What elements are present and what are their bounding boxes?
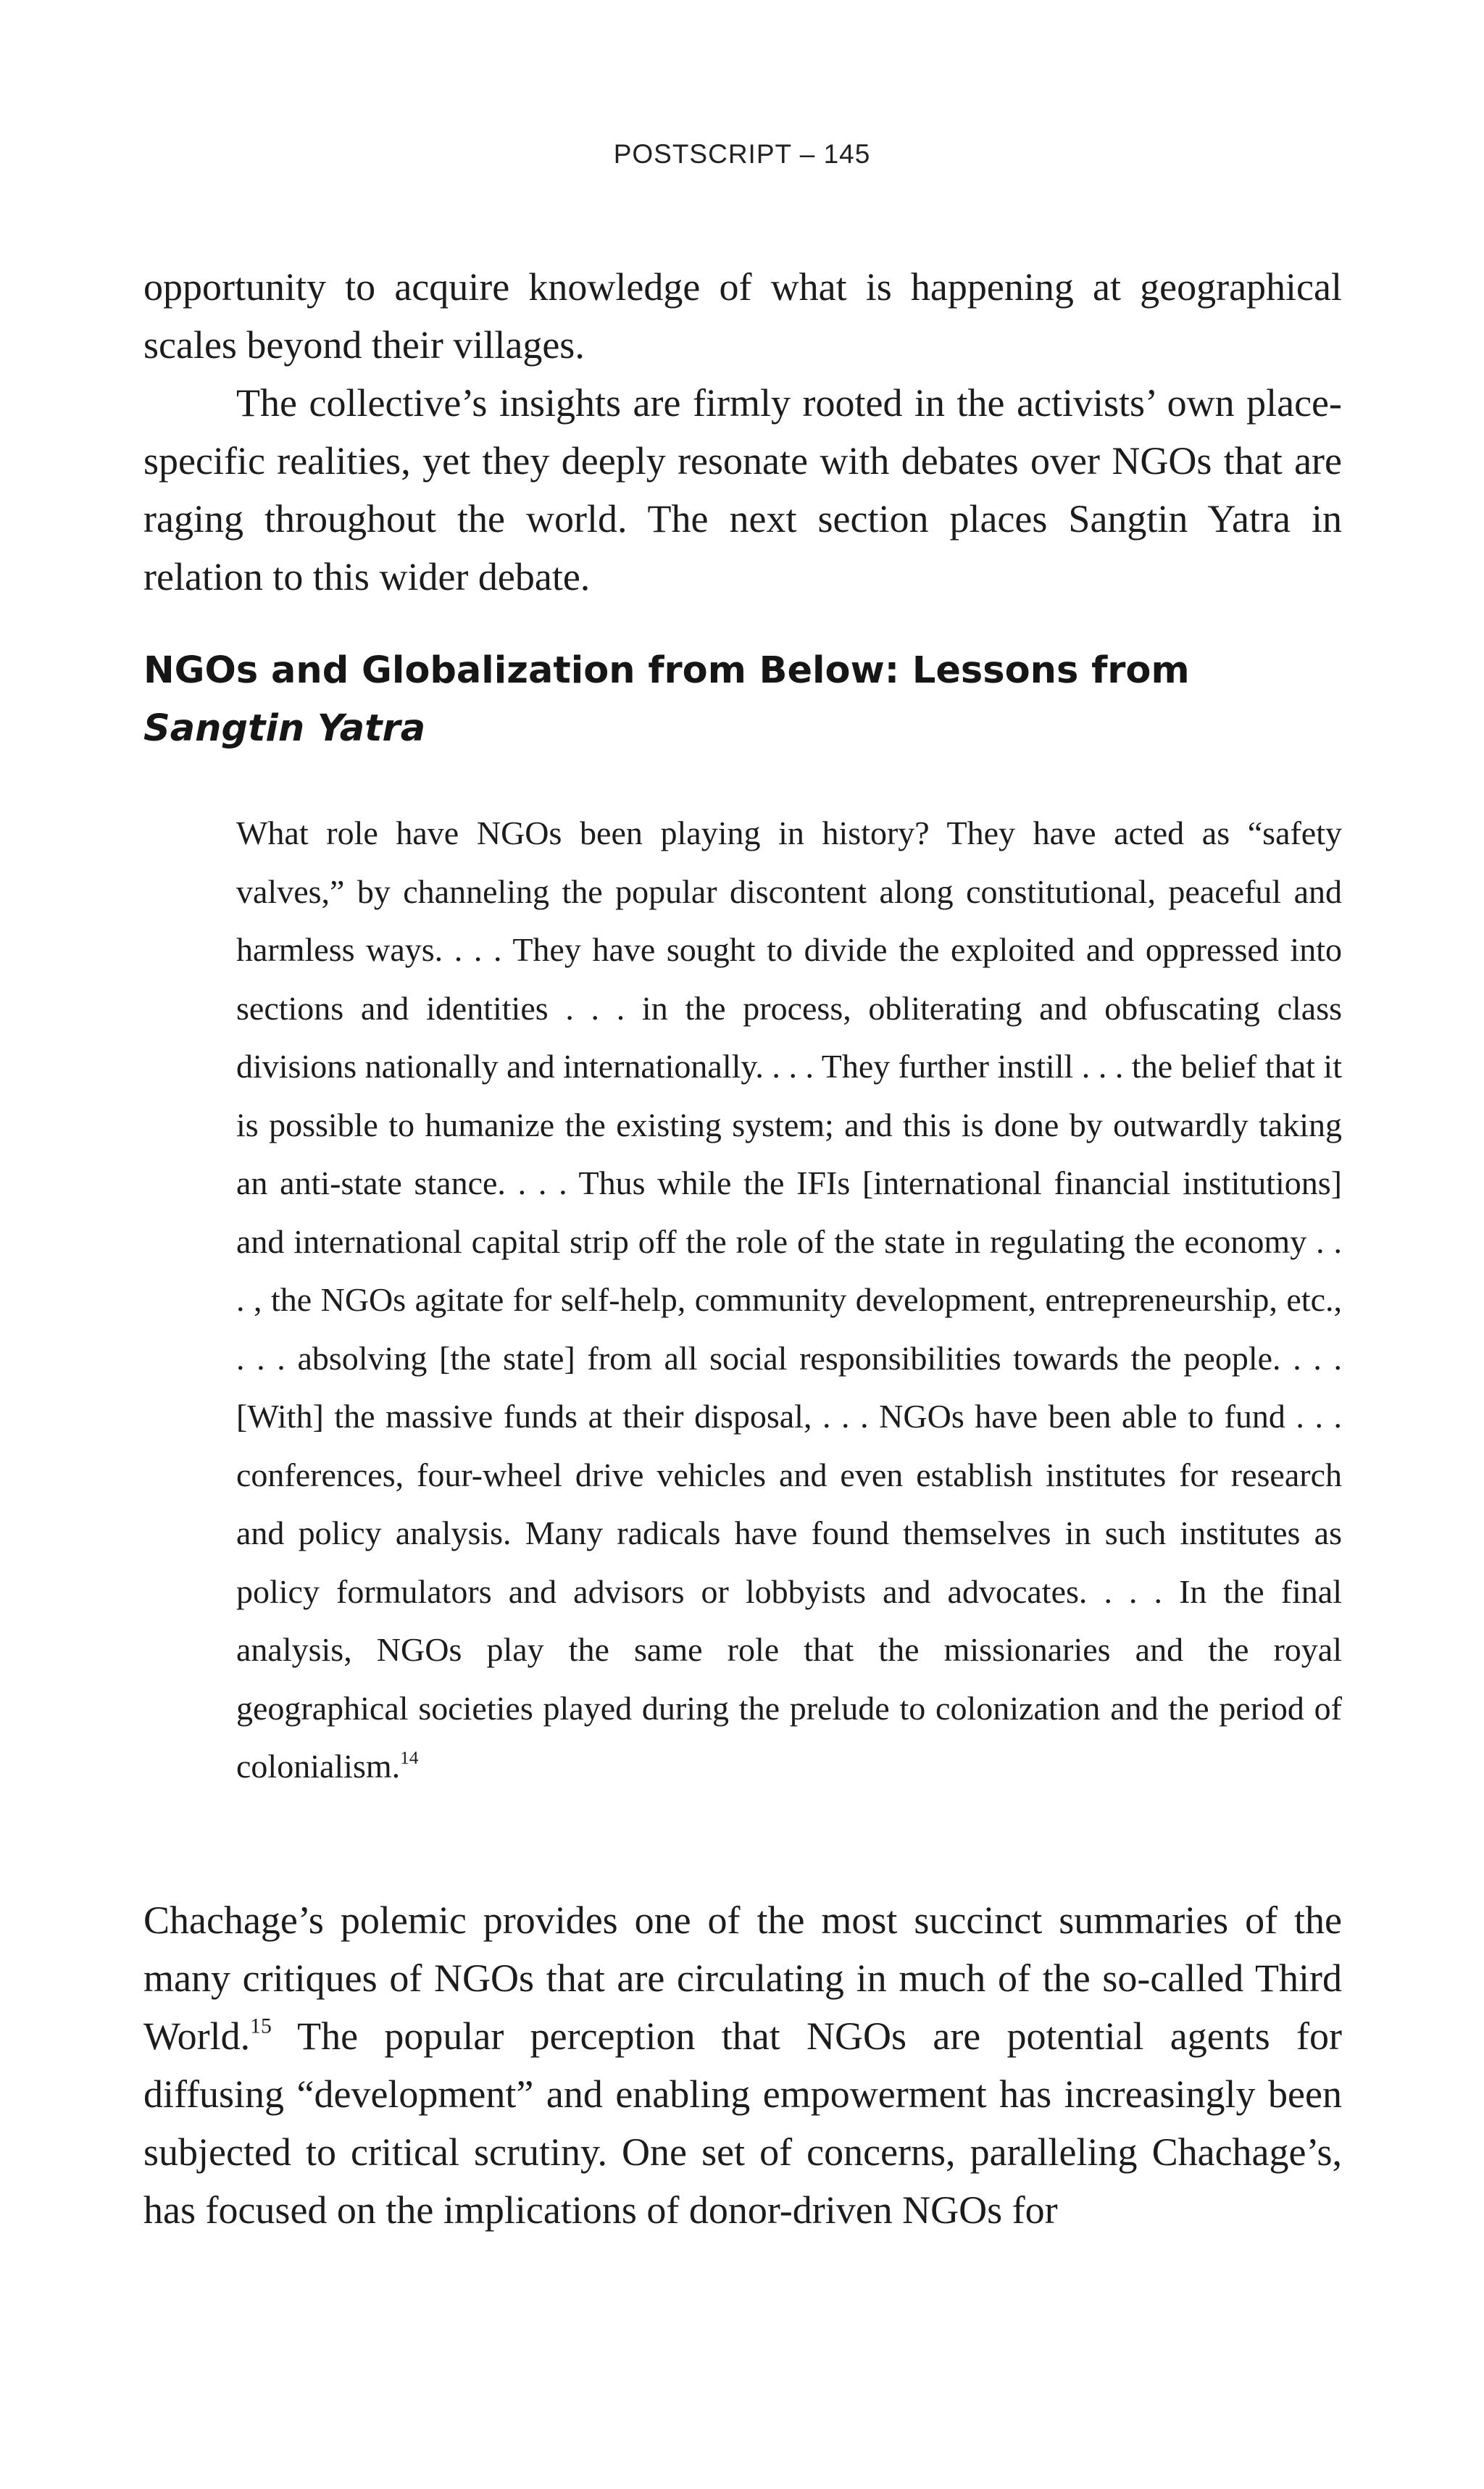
footnote-ref-15[interactable]: 15 [250, 2014, 272, 2038]
paragraph-chachage-polemic [143, 1891, 1342, 2239]
section-heading-book-title: Sangtin Yatra [143, 707, 426, 750]
section-heading [143, 642, 1342, 758]
running-head: POSTSCRIPT – 145 [613, 139, 871, 169]
footnote-ref-14[interactable]: 14 [400, 1748, 419, 1769]
paragraph-continued: opportunity to acquire knowledge of what is happening at geographical scales beyond their villages. [143, 265, 1342, 367]
section-heading-line-1: NGOs and Globalization from Below: Lessons from [143, 649, 1190, 692]
block-quote-text: What role have NGOs been playing in history? They have acted as “safety valves,” by channeling the popular discontent along constitutional, peaceful and harmless ways. . . . They have sought to divide the exploited and oppressed into sections and identities . . . in the process, obliterating and obfuscating class divisions nationally and internationally. . . . They further instill . . . the belief that it is possible to humanize the existing system; and this is done by outwardly taking an anti-state stance. . . . Thus while the IFIs [international financial institutions] and international capital strip off the role of the state in regulating the economy . . . , the NGOs agitate for self-help, community development, entrepreneurship, etc., . . . absolving [the state] from all social responsibilities towards the people. . . . [With] the massive funds at their disposal, . . . NGOs have been able to fund . . . conferences, four-wheel drive vehicles and even establish institutes for research and policy analysis. Many radicals have found themselves in such institutes as policy formulators and advisors or lobbyists and advocates. . . . In the final analysis, NGOs play the same role that the missionaries and the royal geographical societies played during the prelude to colonization and the period of colonialism. [236, 814, 1342, 1785]
block-quote [236, 804, 1342, 1796]
paragraph-3-part-1: Chachage’s polemic provides one of the most succinct summaries of the many critiques of NGOs that are circulating in much of the so-called Third World. [143, 1898, 1342, 2058]
paragraph-3-part-2: The popular perception that NGOs are potential agents for diffusing “development” and enabling empowerment has increasingly been subjected to critical scrutiny. One set of concerns, paralleling Chachage’s, has focused on the implications of donor-driven NGOs for [143, 2014, 1342, 2232]
paragraph-collective-insights: The collective’s insights are firmly rooted in the activists’ own place-specific realities, yet they deeply resonate with debates over NGOs that are raging throughout the world. The next section places Sangtin Yatra in relation to this wider debate. [143, 381, 1342, 599]
